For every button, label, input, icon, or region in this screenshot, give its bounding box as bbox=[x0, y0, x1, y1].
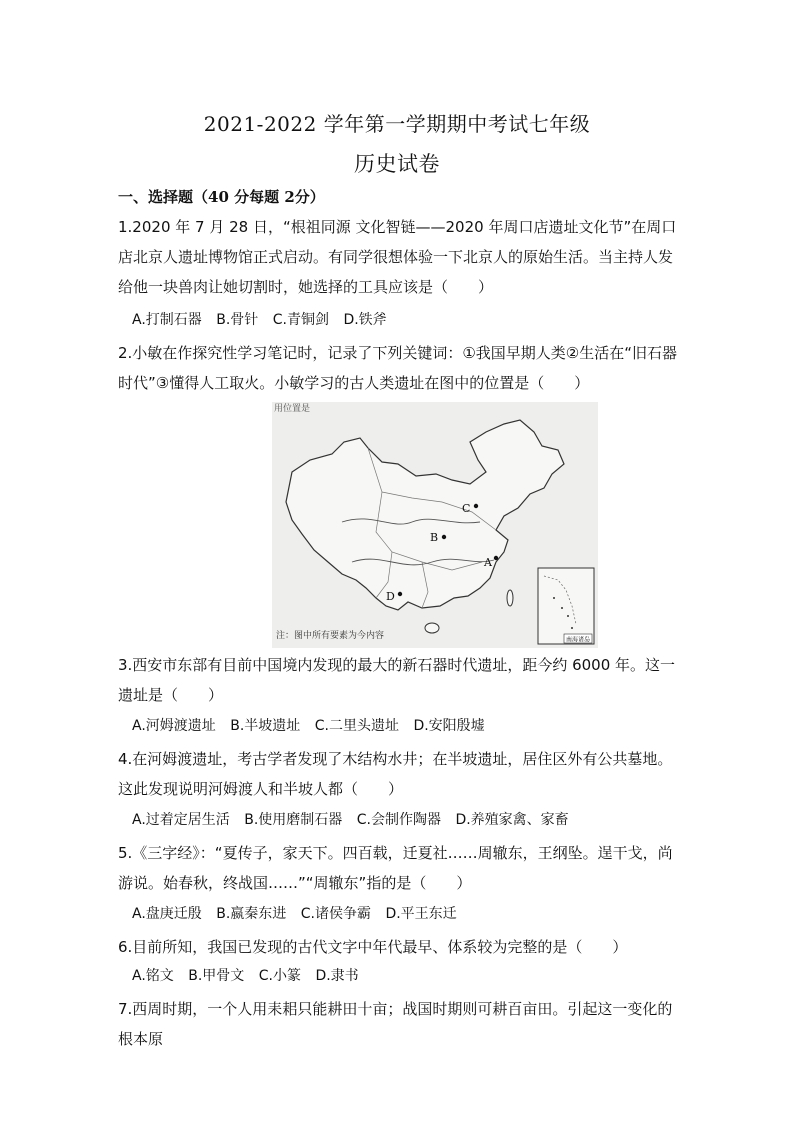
option-b: B.骨针 bbox=[216, 312, 259, 328]
section-heading: 一、选择题（40 分每题 2分） bbox=[118, 188, 325, 206]
exam-subtitle: 历史试卷 bbox=[354, 152, 440, 176]
option-d: D.安阳殷墟 bbox=[413, 718, 485, 734]
map-header-fragment: 用位置是 bbox=[274, 404, 311, 414]
exam-title: 2021-2022 学年第一学期期中考试七年级 bbox=[203, 112, 591, 136]
option-d: D.平王东迁 bbox=[385, 906, 457, 922]
option-c: C.青铜剑 bbox=[272, 312, 329, 328]
option-a: A.盘庚迁殷 bbox=[132, 906, 202, 922]
question-1-options bbox=[132, 310, 672, 330]
option-d: D.隶书 bbox=[315, 968, 359, 984]
question-2: 2.小敏在作探究性学习笔记时，记录了下列关键词：①我国早期人类②生活在“旧石器时代”③懂得人工取火。小敏学习的古人类遗址在图中的位置是（ ） bbox=[118, 344, 677, 392]
inset-label: 南海诸岛 bbox=[566, 636, 591, 644]
map-label-b: B bbox=[430, 531, 439, 544]
map-note: 注：图中所有要素为今内容 bbox=[276, 631, 385, 641]
option-a: A.打制石器 bbox=[132, 312, 202, 328]
inset-island bbox=[561, 607, 563, 609]
south-china-sea-inset bbox=[538, 568, 594, 644]
option-d: D.铁斧 bbox=[343, 312, 387, 328]
question-4-options bbox=[132, 810, 672, 830]
question-4: 4.在河姆渡遗址，考古学者发现了木结构水井；在半坡遗址，居住区外有公共墓地。这此发现说明河姆渡人和半坡人都（ ） bbox=[118, 750, 673, 798]
china-map-figure bbox=[272, 402, 598, 648]
map-point-a bbox=[494, 556, 498, 560]
option-d: D.养殖家禽、家畜 bbox=[455, 812, 569, 828]
option-b: B.半坡遗址 bbox=[230, 718, 301, 734]
question-6-options bbox=[132, 966, 672, 986]
option-b: B.甲骨文 bbox=[188, 968, 245, 984]
question-3-options bbox=[132, 716, 672, 736]
hainan-island bbox=[425, 623, 439, 633]
option-c: C.小篆 bbox=[258, 968, 301, 984]
option-b: B.使用磨制石器 bbox=[244, 812, 343, 828]
option-c: C.诸侯争霸 bbox=[300, 906, 371, 922]
map-point-d bbox=[398, 592, 402, 596]
question-3: 3.西安市东部有目前中国境内发现的最大的新石器时代遗址，距今约 6000 年。这一遗址是（ ） bbox=[118, 656, 676, 704]
map-label-d: D bbox=[386, 590, 395, 603]
map-label-a: A bbox=[484, 556, 492, 569]
inset-island bbox=[567, 615, 569, 617]
question-1: 1.2020 年 7 月 28 日，“根祖同源 文化智链——2020 年周口店遗址文化节”在周口店北京人遗址博物馆正式启动。有同学很想体验一下北京人的原始生活。当主持人发给他一块兽肉让她切割时，她选择的工具应该是（ ） bbox=[118, 218, 677, 296]
inset-island bbox=[571, 627, 573, 629]
map-point-b bbox=[442, 535, 446, 539]
map-point-c bbox=[474, 504, 478, 508]
option-c: C.二里头遗址 bbox=[314, 718, 399, 734]
map-label-c: C bbox=[462, 502, 471, 515]
inset-island bbox=[553, 597, 555, 599]
option-a: A.河姆渡遗址 bbox=[132, 718, 216, 734]
option-a: A.铭文 bbox=[132, 968, 174, 984]
option-c: C.会制作陶器 bbox=[356, 812, 441, 828]
option-a: A.过着定居生活 bbox=[132, 812, 230, 828]
question-6: 6.目前所知，我国已发现的古代文字中年代最早、体系较为完整的是（ ） bbox=[118, 938, 628, 956]
taiwan-island bbox=[507, 590, 513, 606]
option-b: B.嬴秦东进 bbox=[216, 906, 287, 922]
question-5: 5.《三字经》：“夏传子，家天下。四百载，迁夏社……周辙东，王纲坠。逞干戈，尚游说。始春秋，终战国……”“周辙东”指的是（ ） bbox=[118, 844, 673, 892]
question-5-options bbox=[132, 904, 672, 924]
question-7: 7.西周时期，一个人用耒耜只能耕田十亩；战国时期则可耕百亩田。引起这一变化的根本原 bbox=[118, 1000, 673, 1048]
